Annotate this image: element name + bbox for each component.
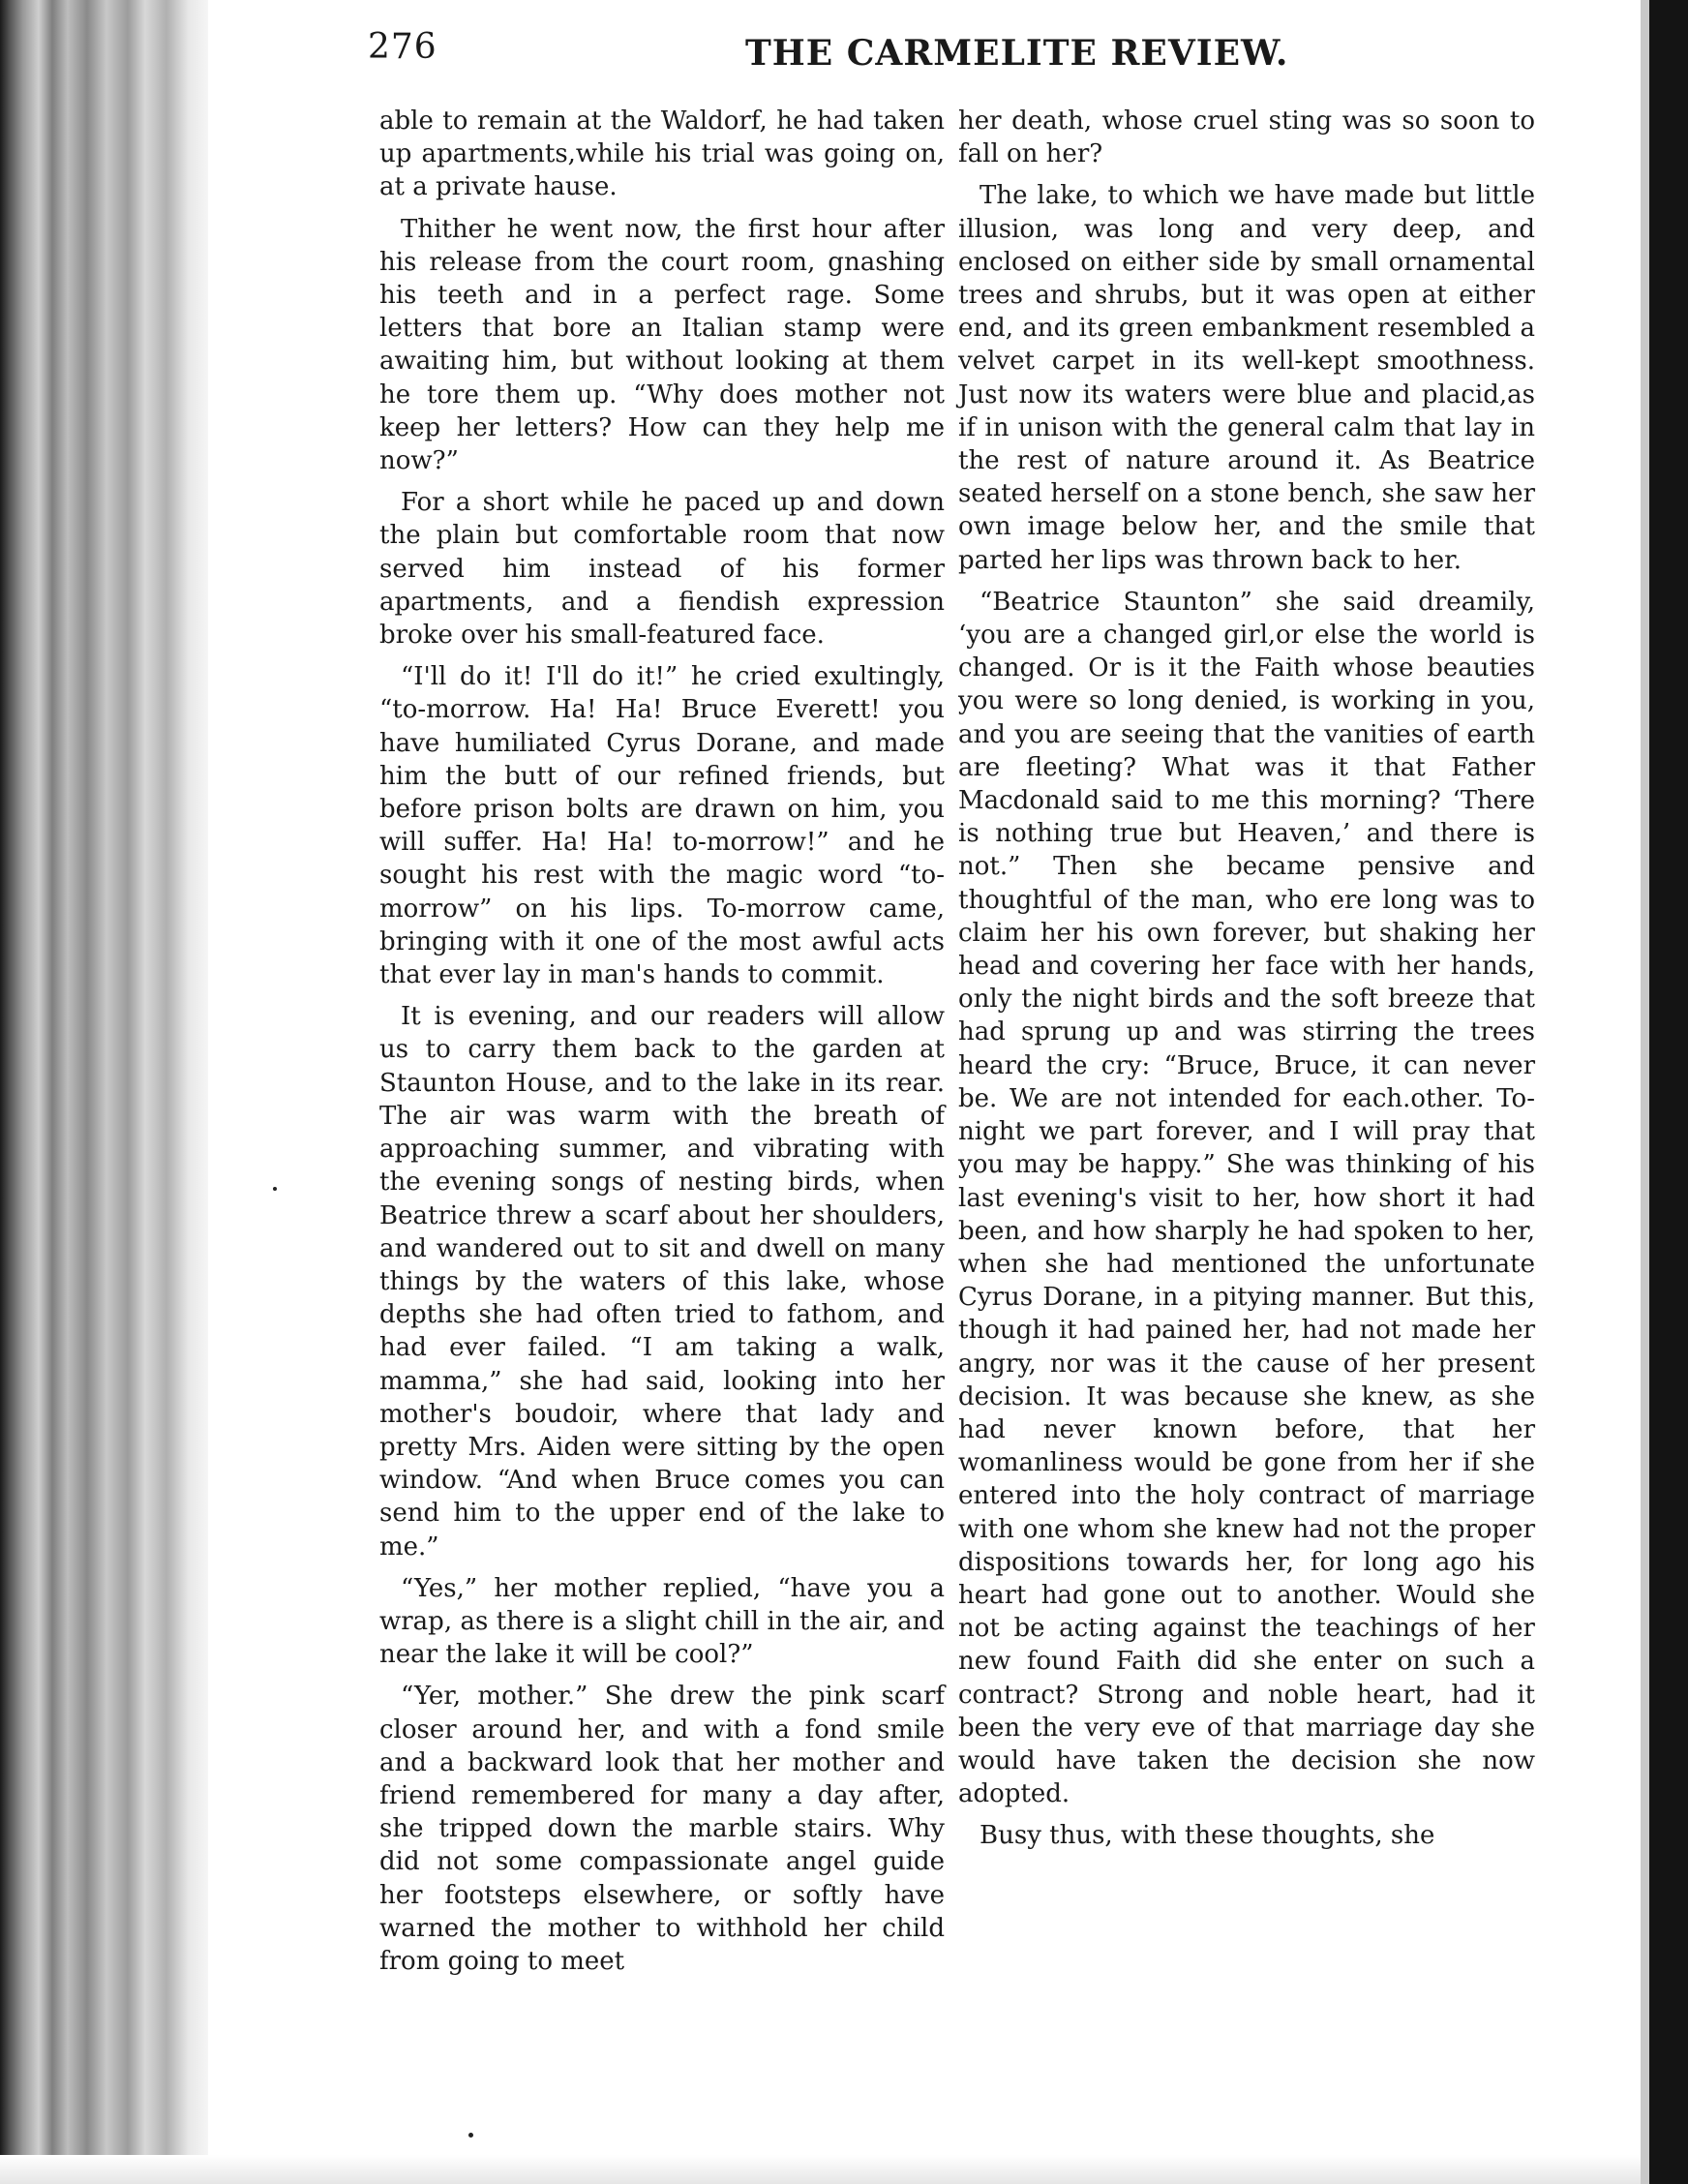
paragraph: “Yer, mother.” She drew the pink scarf closer around her, and with a fond smile and a backward look that her mother and friend remembered for many a day after, she tripped down the marble stairs. Why did not some compassionate angel guide her footsteps elsewhere, or softly have warned the mother to withhold her child from going to meet bbox=[379, 1682, 945, 1976]
right-column bbox=[958, 105, 1535, 1853]
paragraph: her death, whose cruel sting was so soon to fall on her? bbox=[958, 106, 1535, 169]
paragraph: Busy thus, with these thoughts, she bbox=[980, 1821, 1435, 1851]
book-page-edge bbox=[0, 0, 208, 2184]
paragraph: able to remain at the Waldorf, he had taken up apartments,while his trial was going on, at a private hause. bbox=[379, 106, 945, 202]
ink-speck bbox=[273, 1187, 277, 1191]
right-gutter bbox=[1649, 0, 1688, 2184]
running-title: THE CARMELITE REVIEW. bbox=[745, 33, 1289, 74]
page-header bbox=[368, 27, 1607, 85]
paragraph: Thither he went now, the first hour after his release from the court room, gnashing his teeth and in a perfect rage. Some letters that bore an Italian stamp were awaiting him, but without looking at them he tore them up. “Why does mother not keep her letters? How can they help me now?” bbox=[379, 214, 945, 476]
paragraph: “Beatrice Staunton” she said dreamily, ‘you are a changed girl,or else the world is changed. Or is it the Faith whose beauties you were so long denied, is working in you, and you are seeing that the vanities of earth are fleeting? What was it that Father Macdonald said to me this morning? ‘There is nothing true but Heaven,’ and there is not.” Then she became pensive and thoughtful of the man, who ere long was to claim her his own forever, but shaking her head and covering her face with her hands, only the night birds and the soft breeze that had sprung up and was stirring the trees heard the cry: “Bruce, Bruce, it can never be. We are not intended for each.other. To-night we part forever, and I will pray that you may be happy.” She was thinking of his last evening's visit to her, how short it had been, and how sharply he had spoken to her, when she had mentioned the unfortunate Cyrus Dorane, in a pitying manner. But this, though it had pained her, had not made her angry, nor was it the cause of her present decision. It was because she knew, as she had never known before, that her womanliness would be gone from her if she entered into the holy contract of marriage with one whom she knew had not the proper dispositions towards her, for long ago his heart had gone out to another. Would she not be acting against the teachings of her new found Faith did she enter on such a contract? Strong and noble heart, had it been the very eve of that marriage day she would have taken the decision she now adopted. bbox=[958, 587, 1535, 1809]
right-page-edge bbox=[1641, 0, 1649, 2184]
ink-speck bbox=[468, 2133, 473, 2138]
paragraph: It is evening, and our readers will allow us to carry them back to the garden at Staunton House, and to the lake in its rear. The air was warm with the breath of approaching summer, and vibrating with the evening songs of nesting birds, when Beatrice threw a scarf about her shoulders, and wandered out to sit and dwell on many things by the waters of this lake, whose depths she had often tried to fathom, and had ever failed. “I am taking a walk, mamma,” she had said, looking into her mother's boudoir, where that lady and pretty Mrs. Aiden were sitting by the open window. “And when Bruce comes you can send him to the upper end of the lake to me.” bbox=[379, 1002, 945, 1562]
left-column bbox=[379, 105, 945, 1978]
paragraph: The lake, to which we have made but little illusion, was long and very deep, and enclosed on either side by small ornamental trees and shrubs, but it was open at either end, and its green embankment resembled a velvet carpet in its well-kept smoothness. Just now its waters were blue and placid,as if in unison with the general calm that lay in the rest of nature around it. As Beatrice seated herself on a stone bench, she saw her own image below her, and the smile that parted her lips was thrown back to her. bbox=[958, 181, 1535, 575]
paragraph: “Yes,” her mother replied, “have you a wrap, as there is a slight chill in the air, and near the lake it will be cool?” bbox=[379, 1573, 945, 1670]
page-number: 276 bbox=[368, 27, 437, 67]
paragraph: “I'll do it! I'll do it!” he cried exultingly, “to-morrow. Ha! Ha! Bruce Everett! you have humiliated Cyrus Dorane, and made him the butt of our refined friends, but before prison bolts are drawn on him, you will suffer. Ha! Ha! to-morrow!” and he sought his rest with the magic word “to-morrow” on his lips. To-morrow came, bringing with it one of the most awful acts that ever lay in man's hands to commit. bbox=[379, 662, 945, 990]
page-bottom-edge bbox=[0, 2155, 1688, 2184]
paragraph: For a short while he paced up and down the plain but comfortable room that now served him instead of his former apartments, and a fiendish expression broke over his small-featured face. bbox=[379, 488, 945, 651]
